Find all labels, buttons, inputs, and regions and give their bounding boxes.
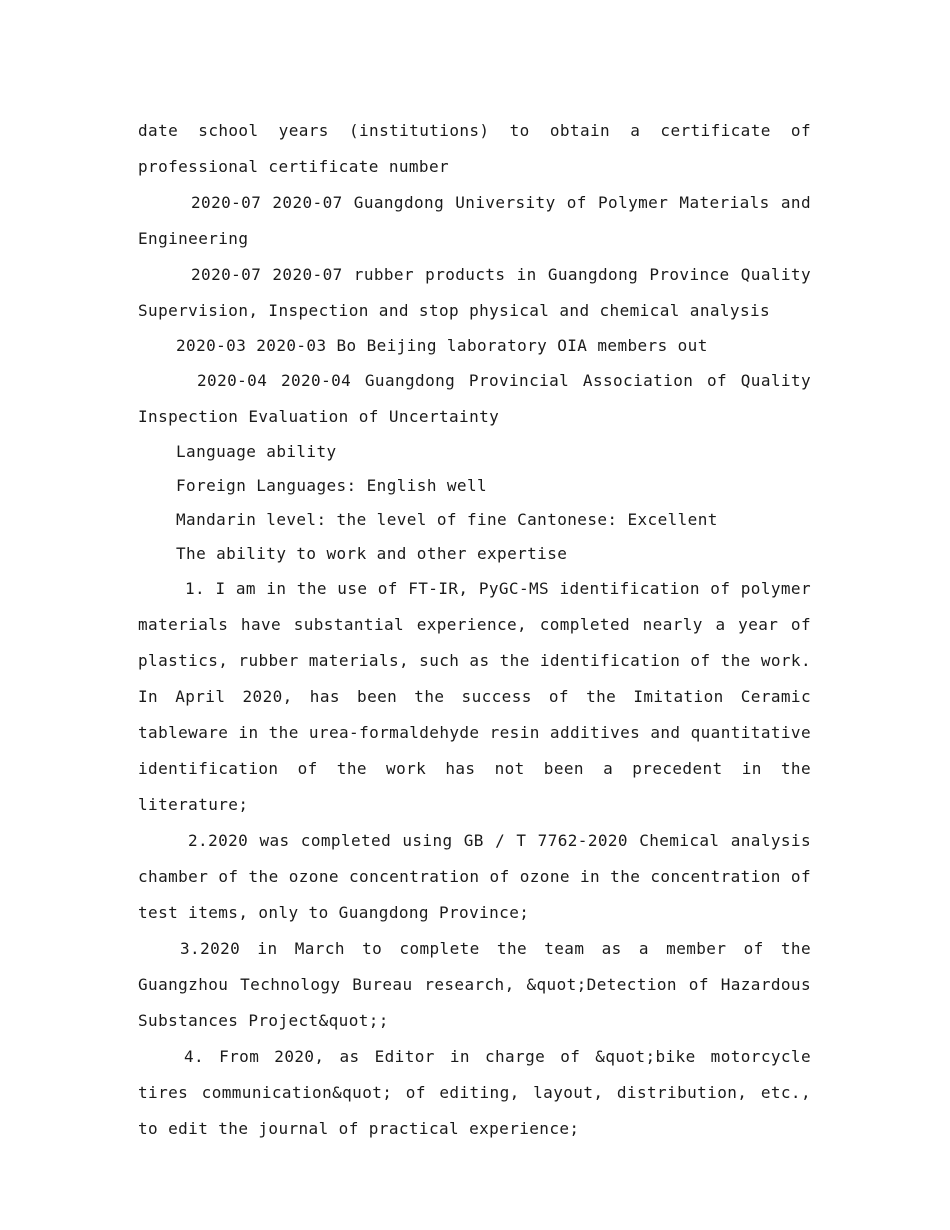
paragraph-certificate-header: date school years (institutions) to obtain a certificate of professional certificate number bbox=[138, 121, 811, 176]
paragraph-expertise-3: 3.2020 in March to complete the team as a member of the Guangzhou Technology Bureau research, &quot;Detection of Hazardous Substances Project&quot;; bbox=[138, 939, 811, 1030]
paragraph-expertise-1: 1. I am in the use of FT-IR, PyGC-MS identification of polymer materials have substantial experience, completed nearly a year of plastics, rubber materials, such as the identification of the work. In April 2020, has been the success of the Imitation Ceramic tableware in the urea-formaldehyde resin additives and quantitative identification of the work has not been a precedent in the literature; bbox=[138, 579, 811, 814]
paragraph-foreign-languages: Foreign Languages: English well bbox=[176, 476, 488, 495]
section-heading-language: Language ability bbox=[176, 442, 337, 461]
paragraph-training-entry-1: 2020-07 2020-07 rubber products in Guangdong Province Quality Supervision, Inspection and stop physical and chemical analysis bbox=[138, 265, 811, 320]
paragraph-training-entry-3: 2020-04 2020-04 Guangdong Provincial Association of Quality Inspection Evaluation of Uncertainty bbox=[138, 371, 811, 426]
paragraph-expertise-4: 4. From 2020, as Editor in charge of &quot;bike motorcycle tires communication&quot; of editing, layout, distribution, etc., to edit the journal of practical experience; bbox=[138, 1047, 811, 1138]
section-heading-expertise: The ability to work and other expertise bbox=[176, 544, 568, 563]
paragraph-education-entry: 2020-07 2020-07 Guangdong University of Polymer Materials and Engineering bbox=[138, 193, 811, 248]
document-body bbox=[138, 113, 811, 1147]
paragraph-expertise-2: 2.2020 was completed using GB / T 7762-2020 Chemical analysis chamber of the ozone concentration of ozone in the concentration of test items, only to Guangdong Province; bbox=[138, 831, 811, 922]
paragraph-mandarin-level: Mandarin level: the level of fine Cantonese: Excellent bbox=[176, 510, 718, 529]
paragraph-training-entry-2: 2020-03 2020-03 Bo Beijing laboratory OIA members out bbox=[176, 336, 708, 355]
